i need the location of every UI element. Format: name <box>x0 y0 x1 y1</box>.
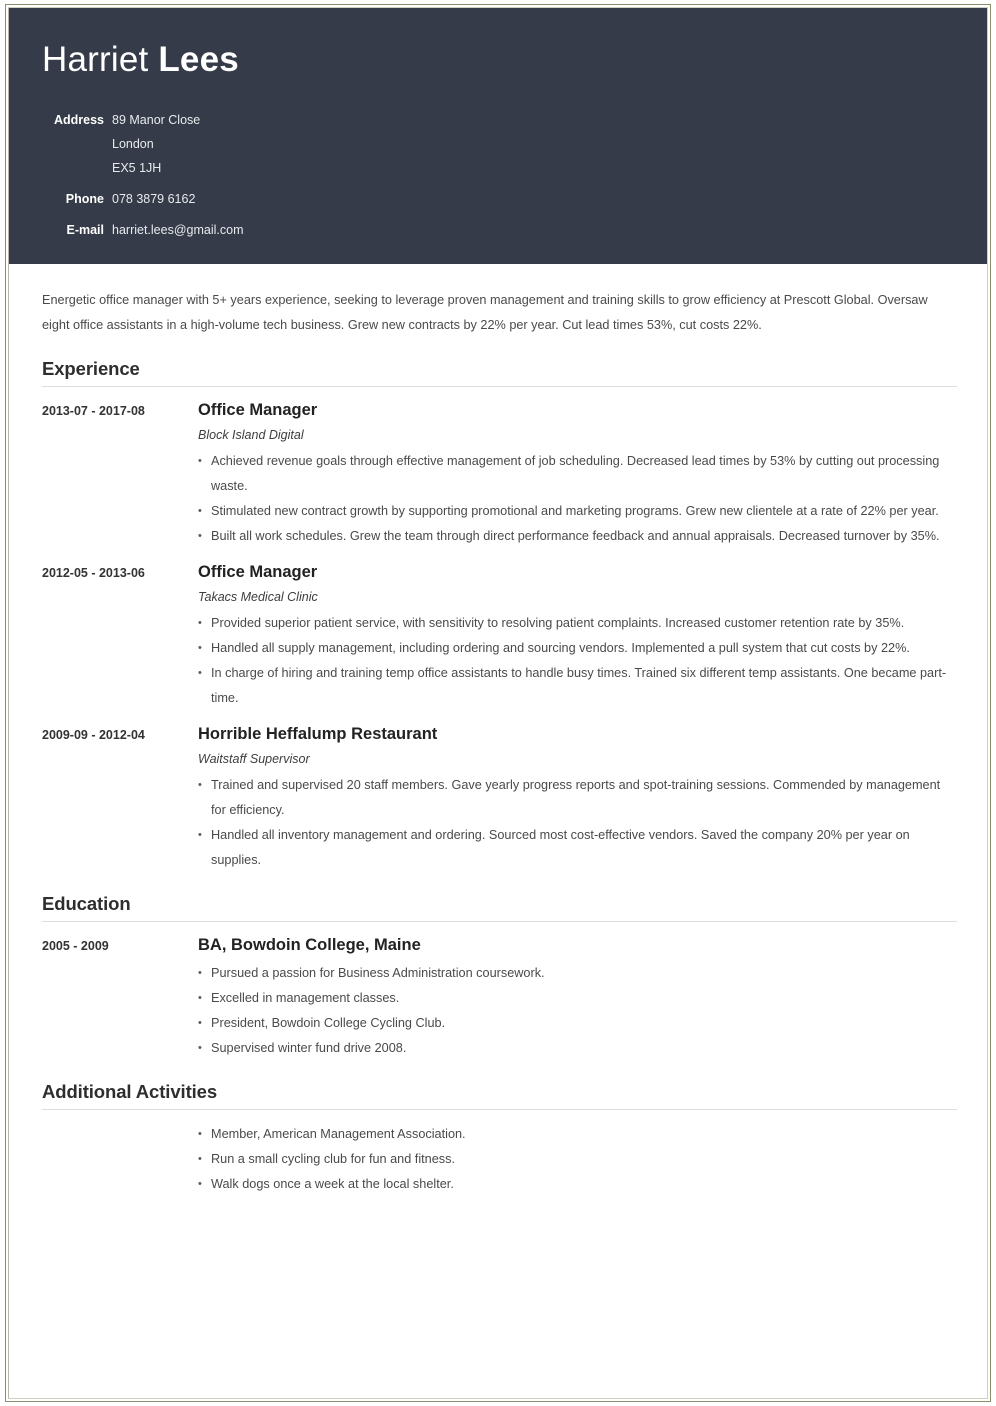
entry-bullet-list <box>198 1122 954 1197</box>
entry-title: BA, Bowdoin College, Maine <box>198 936 421 954</box>
contact-value: London <box>112 136 154 151</box>
entry-date <box>42 1122 198 1197</box>
resume-entry <box>42 561 954 711</box>
summary-paragraph: Energetic office manager with 5+ years experience, seeking to leverage proven management and training skills to grow efficiency at Prescott Global. Oversaw eight office assistants in a high-volume tech business. Grew new contracts by 22% per year. Cut lead times 53%, cut costs 22%. <box>42 293 928 332</box>
resume-sheet <box>9 8 987 1398</box>
list-item: • Pursued a passion for Business Administration coursework. <box>198 961 954 986</box>
contact-value: 89 Manor Close <box>112 112 201 127</box>
contact-row <box>42 188 954 210</box>
entry-subtitle: Takacs Medical Clinic <box>198 590 318 604</box>
resume-section <box>42 893 954 1061</box>
resume-section <box>42 1081 954 1197</box>
contact-row <box>42 157 954 179</box>
entry-main <box>198 561 954 711</box>
list-item: • Member, American Management Association. <box>198 1122 954 1147</box>
resume-header <box>9 8 987 264</box>
section-title: Additional Activities <box>42 1081 218 1102</box>
list-item: • Run a small cycling club for fun and fitness. <box>198 1147 954 1172</box>
list-item: • Stimulated new contract growth by supporting promotional and marketing programs. Grew new clientele at a rate of 22% per year. <box>198 499 954 524</box>
contact-row <box>42 133 954 155</box>
section-title: Education <box>42 893 131 914</box>
entry-date: 2005 - 2009 <box>42 939 109 953</box>
resume-entry <box>42 1122 954 1197</box>
list-item: • Handled all inventory management and ordering. Sourced most cost-effective vendors. Saved the company 20% per year on supplies. <box>198 823 954 873</box>
entry-date: 2012-05 - 2013-06 <box>42 566 145 580</box>
section-divider <box>42 386 957 387</box>
entry-main <box>198 723 954 873</box>
list-item: • Excelled in management classes. <box>198 986 954 1011</box>
contact-value: harriet.lees@gmail.com <box>112 222 244 237</box>
resume-section <box>42 358 954 873</box>
section-divider <box>42 1109 957 1110</box>
entry-title: Office Manager <box>198 563 318 581</box>
contact-label: Address <box>53 112 104 127</box>
entry-bullet-list <box>198 611 954 711</box>
page-title <box>42 38 954 79</box>
entry-subtitle: Waitstaff Supervisor <box>198 752 310 766</box>
list-item: • Supervised winter fund drive 2008. <box>198 1036 954 1061</box>
section-title: Experience <box>42 358 140 379</box>
entry-title: Office Manager <box>198 401 318 419</box>
contact-row <box>42 219 954 241</box>
resume-entry <box>42 399 954 549</box>
first-name: Harriet <box>42 40 159 79</box>
list-item: • Trained and supervised 20 staff members. Gave yearly progress reports and spot-training sessions. Commended by management for efficiency. <box>198 773 954 823</box>
list-item: • Provided superior patient service, with sensitivity to resolving patient complaints. Increased customer retention rate by 35%. <box>198 611 954 636</box>
contact-label: Phone <box>65 191 104 206</box>
list-item: • Achieved revenue goals through effective management of job scheduling. Decreased lead times by 53% by cutting out processing waste. <box>198 449 954 499</box>
contact-row <box>42 109 954 131</box>
sections-root <box>42 358 954 1197</box>
list-item: • Walk dogs once a week at the local shelter. <box>198 1172 954 1197</box>
entry-main <box>198 934 954 1061</box>
entry-bullet-list <box>198 449 954 549</box>
last-name: Lees <box>158 40 239 79</box>
entry-date: 2013-07 - 2017-08 <box>42 404 145 418</box>
resume-entry <box>42 723 954 873</box>
list-item: • President, Bowdoin College Cycling Club. <box>198 1011 954 1036</box>
entry-main <box>198 399 954 549</box>
list-item: • Handled all supply management, including ordering and sourcing vendors. Implemented a pull system that cut costs by 22%. <box>198 636 954 661</box>
list-item: • Built all work schedules. Grew the team through direct performance feedback and annual appraisals. Decreased turnover by 35%. <box>198 524 954 549</box>
entry-bullet-list <box>198 961 954 1061</box>
section-divider <box>42 921 957 922</box>
resume-entry <box>42 934 954 1061</box>
contact-value: 078 3879 6162 <box>112 191 196 206</box>
contact-value: EX5 1JH <box>112 160 162 175</box>
entry-date: 2009-09 - 2012-04 <box>42 728 145 742</box>
entry-main <box>198 1122 954 1197</box>
list-item: • In charge of hiring and training temp office assistants to handle busy times. Trained six different temp assistants. One became part-time. <box>198 661 954 711</box>
contact-label: E-mail <box>66 222 104 237</box>
resume-body <box>9 264 987 1197</box>
entry-title: Horrible Heffalump Restaurant <box>198 725 438 743</box>
entry-subtitle: Block Island Digital <box>198 428 304 442</box>
contact-block <box>42 109 954 241</box>
entry-bullet-list <box>198 773 954 873</box>
